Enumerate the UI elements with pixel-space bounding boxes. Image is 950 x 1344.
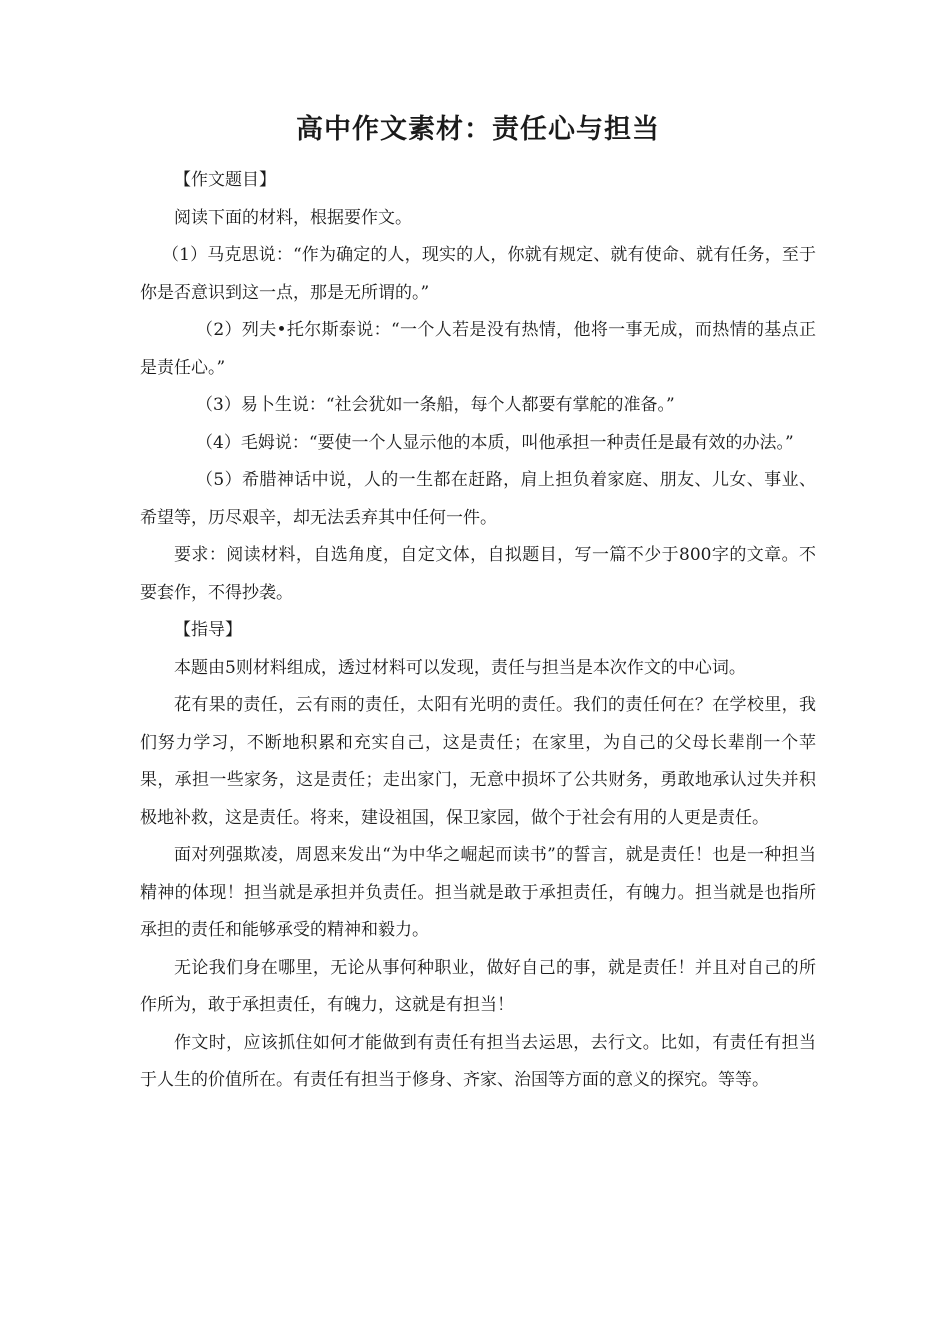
quote-paragraph-2: （2）列夫•托尔斯泰说：“一个人若是没有热情，他将一事无成，而热情的基点正是责任心。” <box>140 320 816 378</box>
section-heading-topic: 【作文题目】 <box>174 170 276 190</box>
guide-paragraph-4: 无论我们身在哪里，无论从事何种职业，做好自己的事，就是责任！并且对自己的所作所为，敢于承担责任，有魄力，这就是有担当！ <box>140 957 816 1015</box>
quote-paragraph-5: （5）希腊神话中说，人的一生都在赶路，肩上担负着家庭、朋友、儿女、事业、希望等，历尽艰辛，却无法丢弃其中任何一件。 <box>140 470 816 528</box>
guide-paragraph-2: 花有果的责任，云有雨的责任，太阳有光明的责任。我们的责任何在？在学校里，我们努力学习，不断地积累和充实自己，这是责任；在家里，为自己的父母长辈削一个苹果，承担一些家务，这是责任；走出家门，无意中损坏了公共财务，勇敢地承认过失并积极地补救，这是责任。将来，建设祖国，保卫家园，做个于社会有用的人更是责任。 <box>140 695 816 828</box>
document-title: 高中作文素材：责任心与担当 <box>296 114 660 145</box>
intro-paragraph: 阅读下面的材料，根据要作文。 <box>174 207 412 228</box>
guide-paragraph-3: 面对列强欺凌，周恩来发出“为中华之崛起而读书”的誓言，就是责任！也是一种担当精神的体现！担当就是承担并负责任。担当就是敢于承担责任，有魄力。担当就是也指所承担的责任和能够承受的精神和毅力。 <box>140 845 816 940</box>
section-heading-guide: 【指导】 <box>174 620 242 640</box>
quote-paragraph-3: （3）易卜生说：“社会犹如一条船，每个人都要有掌舵的准备。” <box>196 395 675 415</box>
document-page <box>140 108 816 1100</box>
guide-paragraph-5: 作文时，应该抓住如何才能做到有责任有担当去运思，去行文。比如，有责任有担当于人生的价值所在。有责任有担当于修身、齐家、治国等方面的意义的探究。等等。 <box>140 1032 816 1090</box>
guide-paragraph-1: 本题由5则材料组成，透过材料可以发现，责任与担当是本次作文的中心词。 <box>174 657 746 678</box>
quote-paragraph-4: （4）毛姆说：“要使一个人显示他的本质，叫他承担一种责任是最有效的办法。” <box>196 432 794 453</box>
quote-paragraph-1: （1）马克思说：“作为确定的人，现实的人，你就有规定、就有使命、就有任务，至于你是否意识到这一点，那是无所谓的。” <box>140 245 816 303</box>
requirement-paragraph: 要求：阅读材料，自选角度，自定文体，自拟题目，写一篇不少于800字的文章。不要套作，不得抄袭。 <box>140 545 816 603</box>
